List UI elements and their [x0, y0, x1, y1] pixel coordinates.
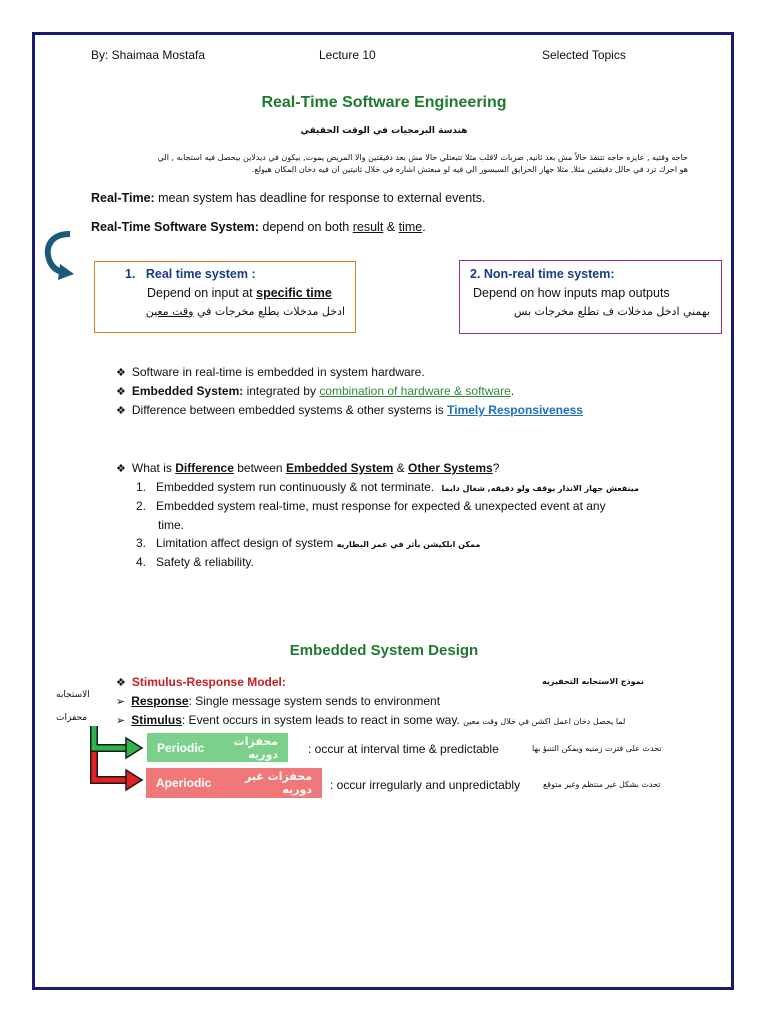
bullet-text: Software in real-time is embedded in system hardware. — [131, 365, 425, 379]
definition-term: Real-Time Software System: — [91, 220, 259, 234]
question-text: What is — [131, 461, 176, 475]
diamond-bullet-icon: ❖ — [116, 386, 126, 398]
page-title-arabic: هندسة البرمجيات في الوقت الحقيقي — [300, 126, 468, 136]
arabic-text: ادخل مدخلات يطلع مخرجات في — [193, 305, 345, 318]
bullet-text: . — [510, 384, 515, 398]
periodic-arabic-label: محفزات دوريه — [233, 734, 278, 761]
keyword-time: time — [398, 220, 423, 234]
diamond-bullet-icon: ❖ — [116, 677, 126, 689]
definition-text: . — [422, 220, 426, 234]
red-bent-arrow-icon — [90, 752, 146, 792]
question-text: between — [233, 461, 286, 475]
bullet-term: Embedded System: — [131, 384, 244, 398]
arrow-bullet-icon: ➢ — [116, 696, 126, 708]
realtime-box-heading — [125, 267, 256, 281]
side-label-response: الاستجابه — [56, 690, 90, 700]
item-arabic-note: ممكن ابلكيشن يأثر في عمر البطاريه — [336, 540, 481, 549]
question-text: & — [393, 461, 408, 475]
keyword-result: result — [352, 220, 384, 234]
stimulus-arabic-note: لما يحصل دخان اعمل اكشن في خلال وقت معين — [463, 717, 626, 726]
definition-realtime — [91, 191, 485, 205]
bullet-text: integrated by — [243, 384, 320, 398]
list-item — [116, 384, 514, 398]
response-text: : Single message system sends to environment — [188, 694, 441, 708]
definition-text: depend on both — [258, 220, 353, 234]
non-realtime-system-box — [459, 260, 722, 334]
aperiodic-arabic-label: محفزات غير دوريه — [245, 770, 312, 796]
intro-arabic-line2: هو احرك ترد في حالل دقيقتين مثلا, مثلا جهاز الحرايق السيسور الي فيه لو مبعتش اشاره في خلال ثانيتين ان فيه دخان المكان هيولع. — [251, 165, 688, 174]
stimulus-definition — [116, 713, 625, 727]
aperiodic-description-arabic: تحدث بشكل غير منتظم وغير متوقع — [543, 780, 661, 789]
header-course: Selected Topics — [542, 48, 626, 62]
arrow-bullet-icon: ➢ — [116, 715, 126, 727]
numbered-item-3 — [136, 536, 480, 550]
srm-title-arabic: نموذج الاستجابه التحفيزيه — [542, 677, 644, 686]
list-item — [116, 365, 425, 379]
realtime-system-box — [94, 261, 356, 333]
side-label-stimulus: محفزات — [56, 713, 88, 723]
stimulus-term: Stimulus — [131, 713, 182, 727]
periodic-description-arabic: تحدث على فترت زمنيه ويمكن التنبؤ بها — [532, 744, 662, 753]
diamond-bullet-icon: ❖ — [116, 463, 126, 475]
definition-text: & — [383, 220, 399, 234]
realtime-box-arabic — [147, 305, 345, 318]
bullet-text: Difference between embedded systems & other systems is — [131, 403, 448, 417]
srm-title: Stimulus-Response Model: — [131, 675, 286, 689]
intro-arabic-line1: حاجه وقتيه , عايزه حاجه تتنفذ حالاً مش بعد ثانيه, ضربات لاقلب مثلا تتبعتلي حالا مش بعد دقيقتين والا المريض يموت, بيكون في ديدلاين بيحصل فيه استجابه , الي — [157, 153, 688, 162]
non-realtime-box-arabic: بهمني ادخل مدخلات ف تطلع مخرجات بس — [513, 305, 710, 318]
stimulus-text: : Event occurs in system leads to react in some way. — [181, 713, 460, 727]
numbered-item-2 — [136, 499, 606, 513]
numbered-item-4 — [136, 555, 254, 569]
aperiodic-label: Aperiodic — [156, 776, 212, 790]
item-text: Embedded system run continuously & not terminate. — [156, 480, 435, 494]
section-title: Embedded System Design — [289, 642, 479, 659]
item-number: 3. — [136, 536, 147, 550]
diamond-bullet-icon: ❖ — [116, 367, 126, 379]
definition-text: mean system has deadline for response to external events. — [154, 191, 486, 205]
item-text: Embedded system real-time, must response for expected & unexpected event at any — [156, 499, 606, 513]
line-text: Depend on input at — [147, 286, 257, 300]
question-keyword: Other Systems — [408, 461, 493, 475]
realtime-box-line1 — [147, 286, 332, 300]
header-author: By: Shaimaa Mostafa — [91, 48, 206, 62]
timely-responsiveness-link[interactable]: Timely Responsiveness — [447, 403, 583, 417]
definition-term: Real-Time: — [91, 191, 155, 205]
keyword-specific-time: specific time — [256, 286, 332, 300]
item-text: Limitation affect design of system — [156, 536, 334, 550]
header-lecture: Lecture 10 — [319, 48, 376, 62]
page-title: Real-Time Software Engineering — [261, 94, 507, 111]
item-text: Safety & reliability. — [156, 555, 254, 569]
response-term: Response — [131, 694, 189, 708]
arabic-keyword: وقت معين — [145, 305, 194, 318]
hardware-software-link[interactable]: combination of hardware & software — [319, 384, 511, 398]
item-number: 4. — [136, 555, 147, 569]
difference-question — [116, 461, 499, 475]
numbered-item-2-cont: time. — [158, 518, 185, 532]
item-number: 1. — [136, 480, 147, 494]
definition-rtss — [91, 220, 426, 234]
aperiodic-badge — [146, 768, 322, 798]
numbered-item-1 — [136, 480, 639, 494]
periodic-badge — [147, 733, 288, 762]
non-realtime-box-line1: Depend on how inputs map outputs — [473, 286, 670, 300]
question-keyword: Difference — [175, 461, 234, 475]
non-realtime-box-heading: 2. Non-real time system: — [470, 267, 615, 281]
periodic-description: : occur at interval time & predictable — [308, 742, 499, 756]
response-definition — [116, 694, 440, 708]
curved-arrow-icon — [40, 228, 80, 280]
heading-number: 1. — [125, 267, 136, 281]
diamond-bullet-icon: ❖ — [116, 405, 126, 417]
item-arabic-note: مينفعش جهاز الانذار يوقف ولو دقيقه, شغال دايما — [441, 484, 640, 493]
question-keyword: Embedded System — [285, 461, 394, 475]
srm-heading — [116, 675, 286, 689]
question-text: ? — [492, 461, 500, 475]
list-item — [116, 403, 583, 417]
periodic-label: Periodic — [157, 740, 205, 755]
item-number: 2. — [136, 499, 147, 513]
heading-text: Real time system : — [145, 267, 256, 281]
aperiodic-description: : occur irregularly and unpredictably — [330, 778, 521, 792]
